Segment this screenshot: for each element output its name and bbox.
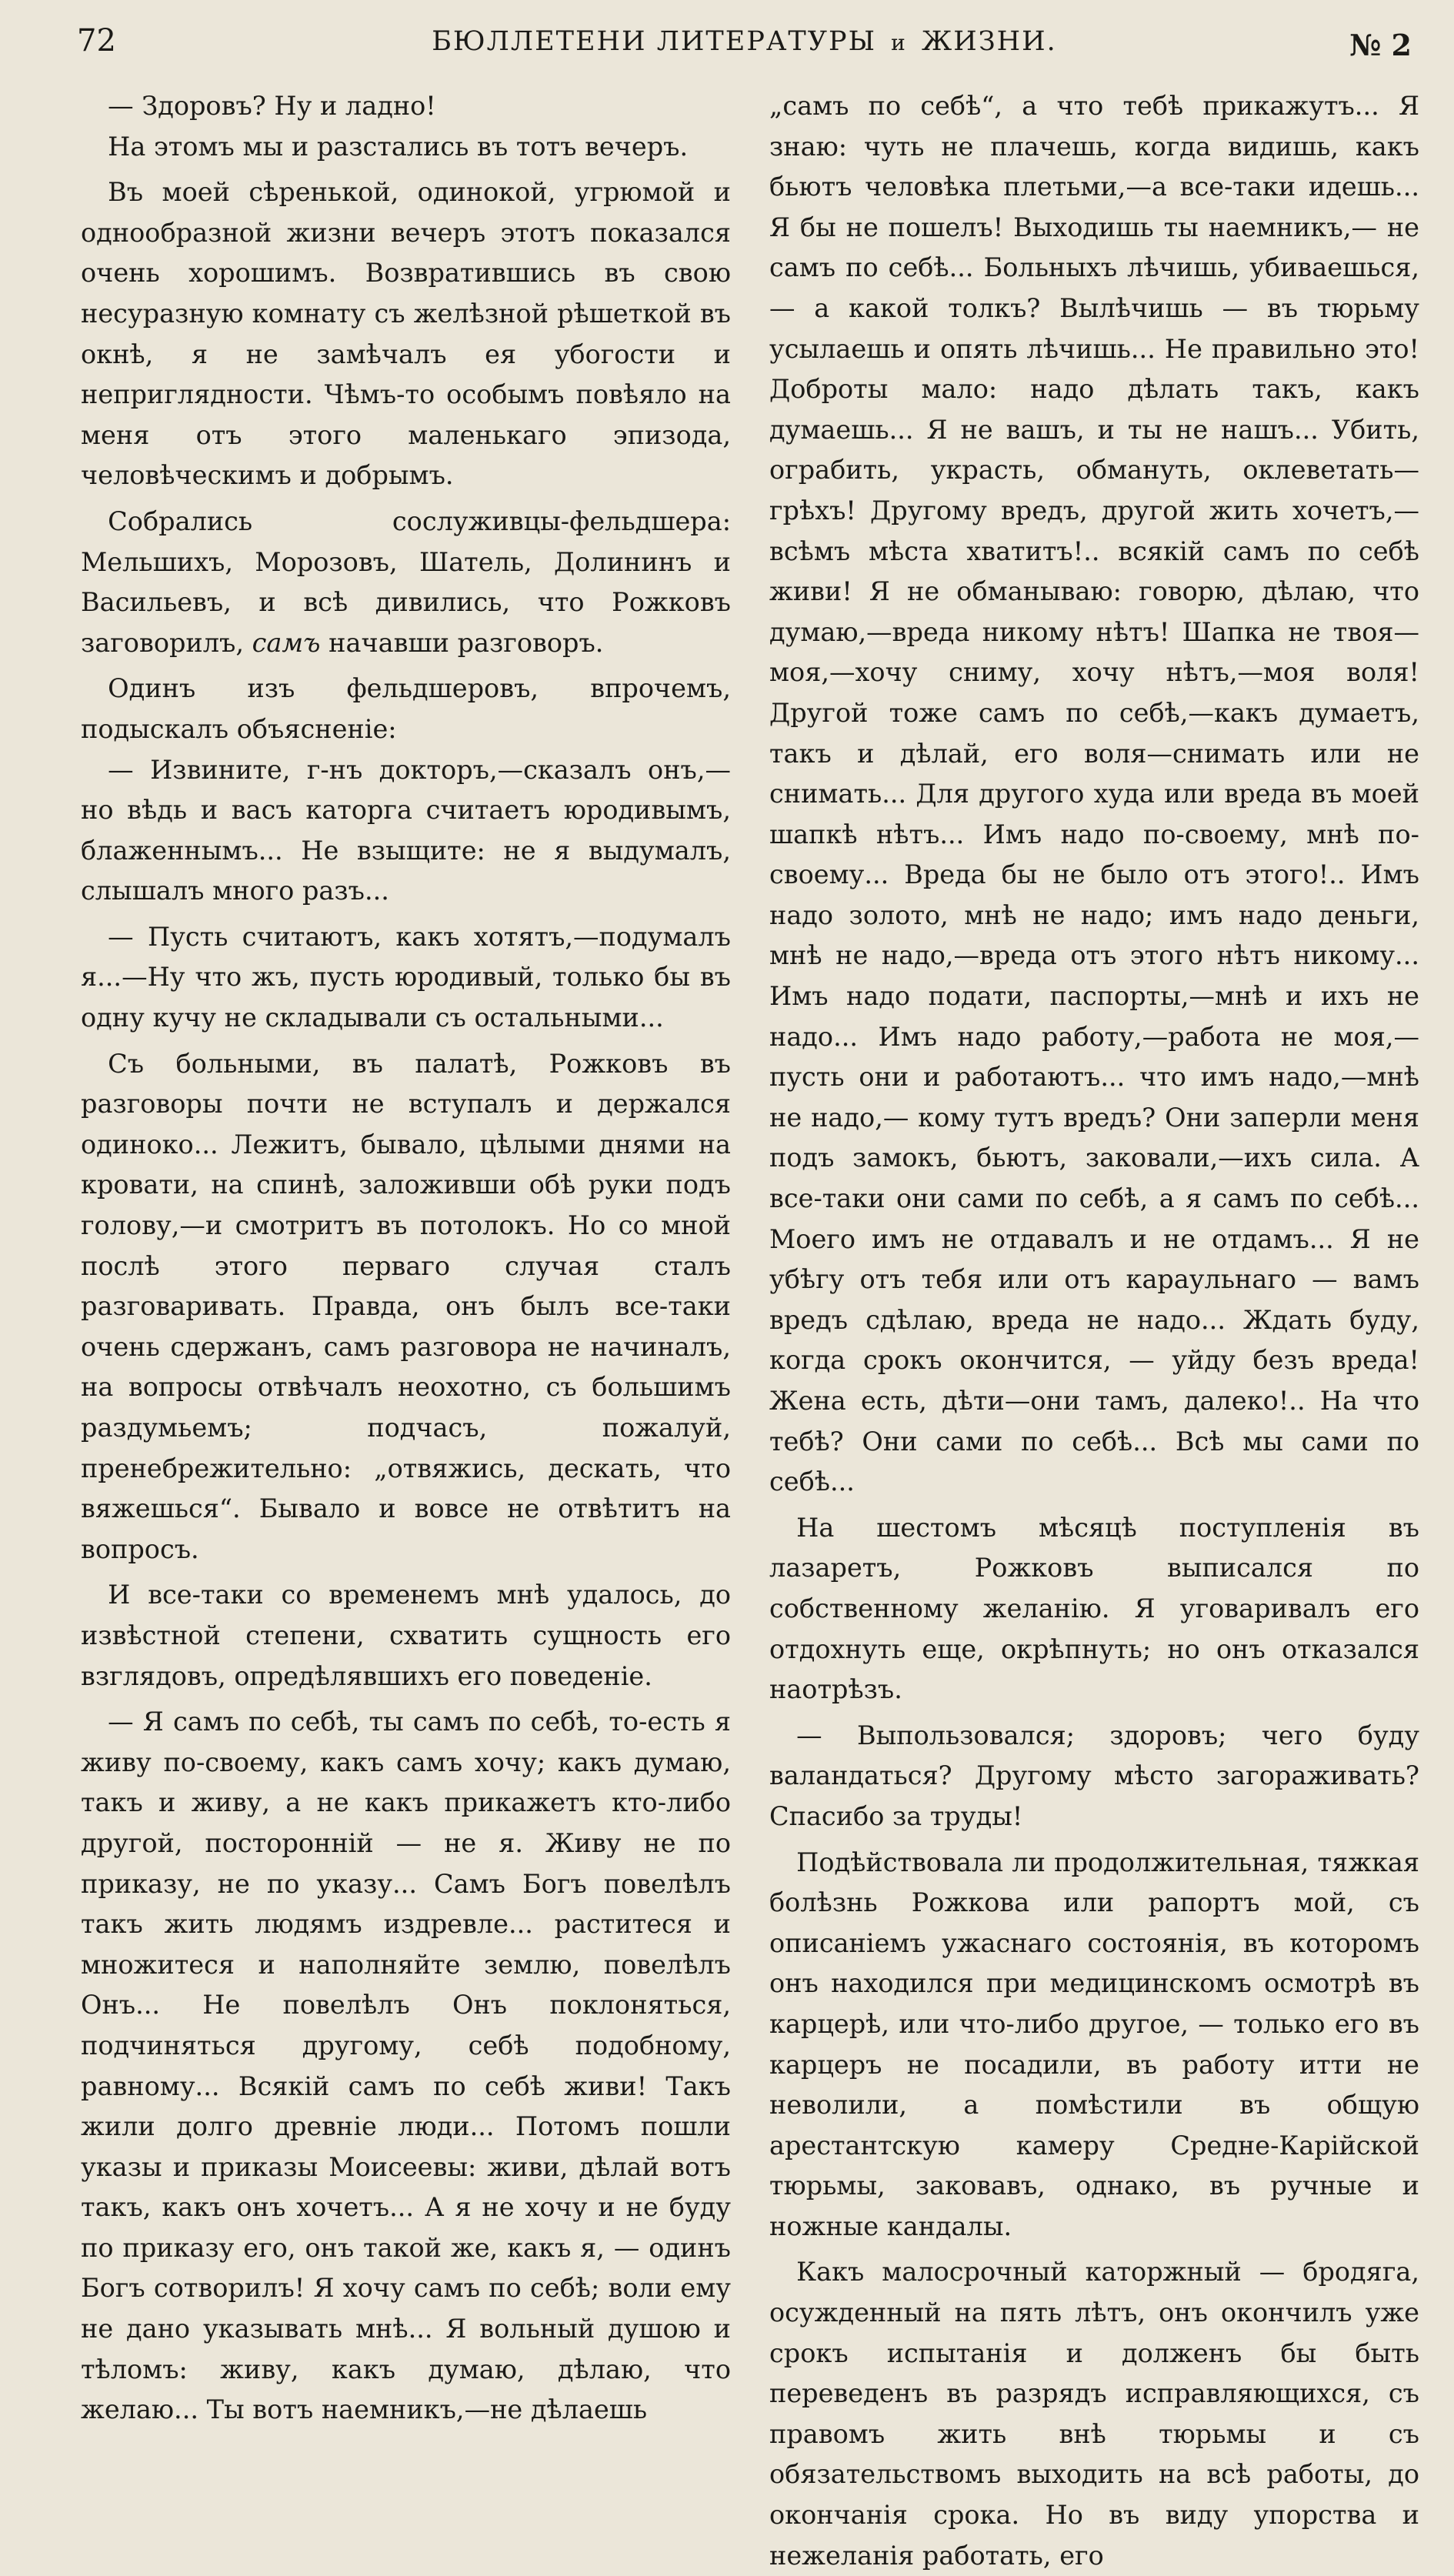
paragraph-text: Собрались сослуживцы-фельдшера: Мельшихъ, Морозовъ, Шатель, Долининъ и Васильевъ, и всѣ дивились, что Рожковъ заговорилъ, bbox=[81, 506, 731, 658]
paragraph: На шестомъ мѣсяцѣ поступленія въ лазаретъ, Рожковъ выписался по собственному желанію. Я уговаривалъ его отдохнуть еще, окрѣпнуть; но онъ отказался наотрѣзъ. bbox=[769, 1512, 1419, 1705]
paragraph: „самъ по себѣ“, а что тебѣ прикажутъ... Я знаю: чуть не плачешь, когда видишь, какъ бьютъ человѣка плетьми,—а все-таки идешь... Я бы не пошелъ! Выходишь ты наемникъ,— не самъ по себѣ... Больныхъ лѣчишь, убиваешься, — а какой толкъ? Вылѣчишь — въ тюрьму усылаешь и опять лѣчишь... Не правильно это! Доброты мало: надо дѣлать такъ, какъ думаешь... Я не вашъ, и ты не нашъ... Убить, ограбить, украсть, обмануть, оклеветать—грѣхъ! Другому вредъ, другой жить хочетъ,—всѣмъ мѣста хватитъ!.. всякій самъ по себѣ живи! Я не обманываю: говорю, дѣлаю, что думаю,—вреда никому нѣтъ! Шапка не твоя—моя,—хочу сниму, хочу нѣтъ,—моя воля! Другой тоже самъ по себѣ,—какъ думаетъ, такъ и дѣлай, его воля—снимать или не снимать... Для другого худа или вреда въ моей шапкѣ нѣтъ... Имъ надо по-своему, мнѣ по-своему... Вреда бы не было отъ этого!.. Имъ надо золото, мнѣ не надо; имъ надо деньги, мнѣ не надо,—вреда отъ этого нѣтъ никому... Имъ надо подати, паспорты,—мнѣ и ихъ не надо... Имъ надо работу,—работа не моя,—пусть они и работаютъ... что имъ надо,—мнѣ не надо,— кому тутъ вредъ? Они заперли меня подъ замокъ, бьютъ, заковали,—ихъ сила. А все-таки они сами по себѣ, а я самъ по себѣ... Моего имъ не отдавалъ и не отдамъ... Я не убѣгу отъ тебя или отъ караульнаго — вамъ вредъ сдѣлаю, вреда не надо... Ждать буду, когда срокъ окончится, — уйду безъ вреда! Жена есть, дѣти—они тамъ, далеко!.. На что тебѣ? Они сами по себѣ... Всѣ мы сами по себѣ... bbox=[769, 91, 1419, 1497]
left-column bbox=[81, 86, 731, 2431]
paragraph: — Извините, г-нъ докторъ,—сказалъ онъ,— но вѣдь и васъ каторга считаетъ юродивымъ, блаженнымъ... Не взыщите: не я выдумалъ, слышалъ много разъ... bbox=[81, 754, 731, 906]
paragraph: Подѣйствовала ли продолжительная, тяжкая болѣзнь Рожкова или рапортъ мой, съ описаніемъ ужаснаго состоянія, въ которомъ онъ находился при медицинскомъ осмотрѣ въ карцерѣ, или что-либо другое, — только его въ карцеръ не посадили, въ работу итти не неволили, а помѣстили въ общую арестантскую камеру Средне-Карійской тюрьмы, заковавъ, однако, въ ручные и ножные кандалы. bbox=[769, 1847, 1419, 2241]
paragraph: — Пусть считаютъ, какъ хотятъ,—подумалъ я...—Ну что жъ, пусть юродивый, только бы въ одну кучу не складывали съ остальными... bbox=[81, 921, 731, 1033]
page-header bbox=[77, 23, 1412, 69]
page-number: 72 bbox=[77, 23, 116, 58]
running-title bbox=[77, 26, 1412, 57]
title-conjunction: и bbox=[891, 30, 907, 55]
paragraph: — Выпользовался; здоровъ; чего буду валандаться? Другому мѣсто загораживать? Спасибо за труды! bbox=[769, 1720, 1419, 1831]
paragraph: Въ моей сѣренькой, одинокой, угрюмой и однообразной жизни вечеръ этотъ показался очень хорошимъ. Возвратившись въ свою несуразную комнату съ желѣзной рѣшеткой въ окнѣ, я не замѣчалъ ея убогости и неприглядности. Чѣмъ-то особымъ повѣяло на меня отъ этого маленькаго эпизода, человѣческимъ и добрымъ. bbox=[81, 177, 731, 491]
issue-number: № 2 bbox=[1349, 28, 1412, 62]
paragraph: Какъ малосрочный каторжный — бродяга, осужденный на пять лѣтъ, онъ окончилъ уже срокъ испытанія и долженъ бы быть переведенъ въ разрядъ исправляющихся, съ правомъ жить внѣ тюрьмы и съ обязательствомъ выходить на всѣ работы, до окончанія срока. Но въ виду упорства и нежеланія работать, его bbox=[769, 2257, 1419, 2571]
title-part-1: БЮЛЛЕТЕНИ ЛИТЕРАТУРЫ bbox=[432, 26, 877, 57]
emphasis: самъ bbox=[252, 627, 321, 658]
paragraph: И все-таки со временемъ мнѣ удалось, до извѣстной степени, схватить сущность его взглядовъ, опредѣлявшихъ его поведеніе. bbox=[81, 1580, 731, 1691]
paragraph bbox=[81, 502, 731, 663]
paragraph: На этомъ мы и разстались въ тотъ вечеръ. bbox=[108, 131, 689, 162]
paragraph: — Здоровъ? Ну и ладно! bbox=[108, 91, 436, 121]
paragraph: — Я самъ по себѣ, ты самъ по себѣ, то-есть я живу по-своему, какъ самъ хочу; какъ думаю, такъ и живу, а не какъ прикажетъ кто-либо другой, посторонній — не я. Живу не по приказу, не по указу... Самъ Богъ повелѣлъ такъ жить людямъ издревле... раститеся и множитеся и наполняйте землю, повелѣлъ Онъ... Не повелѣлъ Онъ поклоняться, подчиняться другому, себѣ подобному, равному... Всякій самъ по себѣ живи! Такъ жили долго древніе люди... Потомъ пошли указы и приказы Моисеевы: живи, дѣлай вотъ такъ, какъ онъ хочетъ... А я не хочу и не буду по приказу его, онъ такой же, какъ я, — одинъ Богъ сотворилъ! Я хочу самъ по себѣ; воли ему не дано указывать мнѣ... Я вольный душою и тѣломъ: живу, какъ думаю, дѣлаю, что желаю... Ты вотъ наемникъ,—не дѣлаешь bbox=[81, 1707, 731, 2425]
paragraph: Одинъ изъ фельдшеровъ, впрочемъ, подыскалъ объясненіе: bbox=[81, 673, 731, 744]
paragraph: Съ больными, въ палатѣ, Рожковъ въ разговоры почти не вступалъ и держался одиноко... Лежитъ, бывало, цѣлыми днями на кровати, на спинѣ, заложивши обѣ руки подъ голову,—и смотритъ въ потолокъ. Но со мной послѣ этого перваго случая сталъ разговаривать. Правда, онъ былъ все-таки очень сдержанъ, самъ разговора не начиналъ, на вопросы отвѣчалъ неохотно, съ большимъ раздумьемъ; подчасъ, пожалуй, пренебрежительно: „отвяжись, дескать, что вяжешься“. Бывало и вовсе не отвѣтитъ на вопросъ. bbox=[81, 1048, 731, 1564]
paragraph-text: начавши разговоръ. bbox=[328, 627, 604, 658]
title-part-2: ЖИЗНИ. bbox=[921, 26, 1057, 57]
right-column bbox=[769, 86, 1419, 2576]
